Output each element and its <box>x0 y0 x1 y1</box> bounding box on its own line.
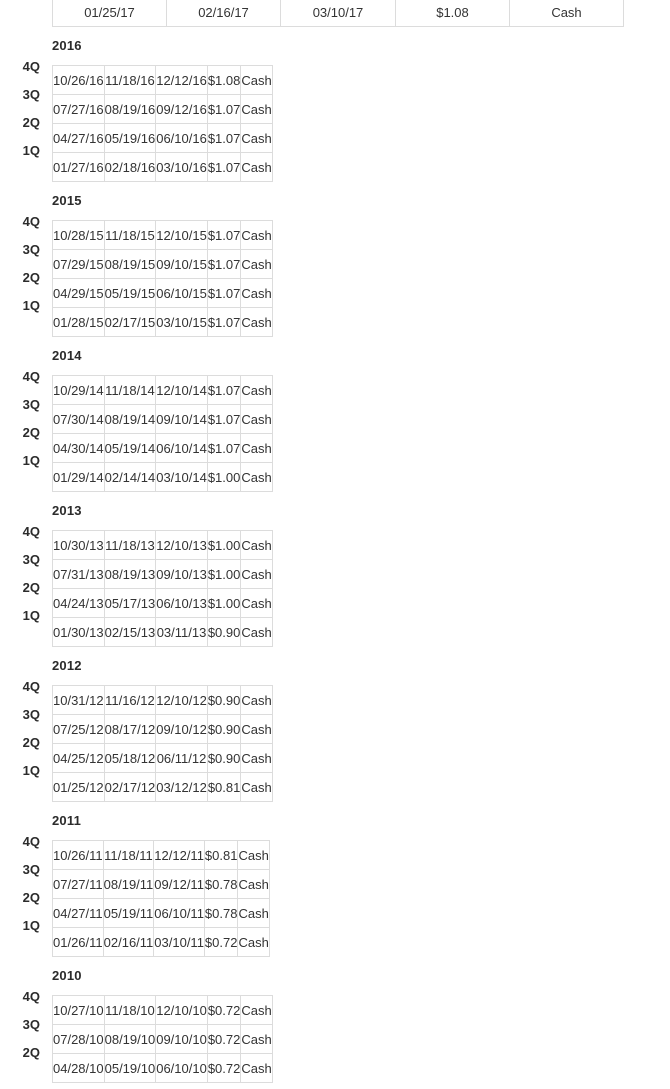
type-cell: Cash <box>241 434 272 463</box>
table-row <box>53 124 273 153</box>
amount-cell: $1.07 <box>207 308 241 337</box>
table-row <box>53 95 273 124</box>
ex-date-cell: 10/31/12 <box>53 686 105 715</box>
record-date-cell: 05/19/15 <box>104 279 156 308</box>
type-cell: Cash <box>241 531 272 560</box>
ex-date-cell: 04/27/16 <box>53 124 105 153</box>
ex-date-cell: 04/29/15 <box>53 279 105 308</box>
record-date-cell: 08/17/12 <box>104 715 156 744</box>
pay-date-cell: 09/12/16 <box>156 95 208 124</box>
amount-cell: $0.81 <box>204 841 238 870</box>
type-cell: Cash <box>238 899 269 928</box>
amount-cell: $1.08 <box>396 0 510 27</box>
year-heading: 2010 <box>52 968 82 983</box>
table-row <box>53 686 273 715</box>
pay-date-cell: 12/10/14 <box>156 376 208 405</box>
ex-date-cell: 07/27/11 <box>53 870 104 899</box>
table-row <box>53 618 273 647</box>
pay-date-cell: 12/12/11 <box>154 841 205 870</box>
amount-cell: $0.72 <box>207 996 241 1025</box>
quarter-label: 1Q <box>22 608 40 623</box>
type-cell: Cash <box>238 841 269 870</box>
pay-date-cell: 06/10/10 <box>156 1054 208 1083</box>
quarter-label: 2Q <box>22 270 40 285</box>
record-date-cell: 02/16/11 <box>103 928 154 957</box>
table-row <box>53 434 273 463</box>
record-date-cell: 02/17/15 <box>104 308 156 337</box>
quarter-label: 4Q <box>22 369 40 384</box>
quarter-label: 3Q <box>22 87 40 102</box>
ex-date-cell: 04/25/12 <box>53 744 105 773</box>
ex-date-cell: 01/28/15 <box>53 308 105 337</box>
quarter-label: 1Q <box>22 143 40 158</box>
ex-date-cell: 10/30/13 <box>53 531 105 560</box>
record-date-cell: 11/18/13 <box>104 531 156 560</box>
table-row <box>53 463 273 492</box>
amount-cell: $0.72 <box>207 1054 241 1083</box>
pay-date-cell: 06/10/13 <box>156 589 208 618</box>
type-cell: Cash <box>241 560 272 589</box>
amount-cell: $1.07 <box>207 153 241 182</box>
dividend-table <box>52 375 273 492</box>
record-date-cell: 02/15/13 <box>104 618 156 647</box>
ex-date-cell: 07/31/13 <box>53 560 105 589</box>
table-row <box>53 1054 273 1083</box>
pay-date-cell: 09/10/13 <box>156 560 208 589</box>
amount-cell: $1.07 <box>207 376 241 405</box>
quarter-label: 1Q <box>22 763 40 778</box>
type-cell: Cash <box>238 928 269 957</box>
table-row <box>53 221 273 250</box>
table-row <box>53 870 270 899</box>
amount-cell: $1.07 <box>207 221 241 250</box>
ex-date-cell: 01/27/16 <box>53 153 105 182</box>
ex-date-cell: 10/27/10 <box>53 996 105 1025</box>
quarter-label: 4Q <box>22 214 40 229</box>
pay-date-cell: 03/10/17 <box>281 0 396 27</box>
table-row <box>53 773 273 802</box>
amount-cell: $1.07 <box>207 95 241 124</box>
ex-date-cell: 04/30/14 <box>53 434 105 463</box>
ex-date-cell: 07/29/15 <box>53 250 105 279</box>
amount-cell: $1.00 <box>207 463 241 492</box>
table-row <box>53 996 273 1025</box>
ex-date-cell: 04/24/13 <box>53 589 105 618</box>
amount-cell: $0.90 <box>207 686 241 715</box>
record-date-cell: 02/14/14 <box>104 463 156 492</box>
type-cell: Cash <box>241 124 272 153</box>
record-date-cell: 05/19/11 <box>103 899 154 928</box>
quarter-label: 3Q <box>22 552 40 567</box>
dividend-table <box>52 840 270 957</box>
record-date-cell: 05/18/12 <box>104 744 156 773</box>
type-cell: Cash <box>241 996 272 1025</box>
pay-date-cell: 09/10/15 <box>156 250 208 279</box>
pay-date-cell: 12/10/12 <box>156 686 208 715</box>
amount-cell: $1.00 <box>207 589 241 618</box>
pay-date-cell: 03/11/13 <box>156 618 208 647</box>
pay-date-cell: 09/10/12 <box>156 715 208 744</box>
type-cell: Cash <box>241 1054 272 1083</box>
pay-date-cell: 03/10/14 <box>156 463 208 492</box>
table-row <box>53 899 270 928</box>
dividend-table <box>52 0 624 27</box>
record-date-cell: 11/18/11 <box>103 841 154 870</box>
year-heading: 2012 <box>52 658 82 673</box>
quarter-label: 4Q <box>22 524 40 539</box>
quarter-label: 2Q <box>22 735 40 750</box>
quarter-label: 4Q <box>22 989 40 1004</box>
pay-date-cell: 03/10/16 <box>156 153 208 182</box>
amount-cell: $1.00 <box>207 531 241 560</box>
pay-date-cell: 09/10/10 <box>156 1025 208 1054</box>
dividend-table <box>52 65 273 182</box>
ex-date-cell: 07/28/10 <box>53 1025 105 1054</box>
record-date-cell: 11/16/12 <box>104 686 156 715</box>
quarter-label: 4Q <box>22 59 40 74</box>
pay-date-cell: 12/10/13 <box>156 531 208 560</box>
ex-date-cell: 07/25/12 <box>53 715 105 744</box>
type-cell: Cash <box>241 95 272 124</box>
record-date-cell: 02/16/17 <box>167 0 281 27</box>
pay-date-cell: 06/10/14 <box>156 434 208 463</box>
pay-date-cell: 03/12/12 <box>156 773 208 802</box>
dividend-table <box>52 220 273 337</box>
dividend-table <box>52 995 273 1083</box>
type-cell: Cash <box>241 686 272 715</box>
table-row <box>53 1025 273 1054</box>
record-date-cell: 08/19/13 <box>104 560 156 589</box>
record-date-cell: 08/19/10 <box>104 1025 156 1054</box>
ex-date-cell: 07/27/16 <box>53 95 105 124</box>
ex-date-cell: 01/25/12 <box>53 773 105 802</box>
amount-cell: $0.78 <box>204 899 238 928</box>
type-cell: Cash <box>241 376 272 405</box>
record-date-cell: 08/19/11 <box>103 870 154 899</box>
amount-cell: $1.00 <box>207 560 241 589</box>
pay-date-cell: 06/10/16 <box>156 124 208 153</box>
ex-date-cell: 10/26/11 <box>53 841 104 870</box>
type-cell: Cash <box>241 715 272 744</box>
type-cell: Cash <box>241 589 272 618</box>
quarter-label: 2Q <box>22 115 40 130</box>
amount-cell: $0.90 <box>207 715 241 744</box>
type-cell: Cash <box>241 308 272 337</box>
record-date-cell: 08/19/16 <box>104 95 156 124</box>
quarter-label: 3Q <box>22 862 40 877</box>
table-row <box>53 153 273 182</box>
table-row <box>53 405 273 434</box>
table-row <box>53 0 624 27</box>
amount-cell: $0.72 <box>207 1025 241 1054</box>
dividend-table <box>52 530 273 647</box>
year-heading: 2015 <box>52 193 82 208</box>
ex-date-cell: 10/26/16 <box>53 66 105 95</box>
quarter-label: 1Q <box>22 918 40 933</box>
type-cell: Cash <box>241 250 272 279</box>
record-date-cell: 11/18/14 <box>104 376 156 405</box>
type-cell: Cash <box>241 618 272 647</box>
quarter-label: 2Q <box>22 1045 40 1060</box>
table-row <box>53 531 273 560</box>
amount-cell: $1.07 <box>207 434 241 463</box>
type-cell: Cash <box>241 405 272 434</box>
table-row <box>53 376 273 405</box>
table-row <box>53 589 273 618</box>
record-date-cell: 05/19/10 <box>104 1054 156 1083</box>
table-row <box>53 250 273 279</box>
amount-cell: $0.81 <box>207 773 241 802</box>
ex-date-cell: 01/25/17 <box>53 0 167 27</box>
ex-date-cell: 01/30/13 <box>53 618 105 647</box>
type-cell: Cash <box>241 463 272 492</box>
record-date-cell: 11/18/10 <box>104 996 156 1025</box>
pay-date-cell: 06/10/11 <box>154 899 205 928</box>
type-cell: Cash <box>241 66 272 95</box>
year-heading: 2011 <box>52 813 82 828</box>
quarter-label: 3Q <box>22 242 40 257</box>
type-cell: Cash <box>241 221 272 250</box>
record-date-cell: 08/19/15 <box>104 250 156 279</box>
quarter-label: 1Q <box>22 453 40 468</box>
ex-date-cell: 01/26/11 <box>53 928 104 957</box>
quarter-label: 3Q <box>22 397 40 412</box>
quarter-label: 2Q <box>22 425 40 440</box>
quarter-label: 2Q <box>22 890 40 905</box>
amount-cell: $0.90 <box>207 744 241 773</box>
ex-date-cell: 07/30/14 <box>53 405 105 434</box>
record-date-cell: 05/19/16 <box>104 124 156 153</box>
pay-date-cell: 12/12/16 <box>156 66 208 95</box>
ex-date-cell: 04/28/10 <box>53 1054 105 1083</box>
amount-cell: $0.72 <box>204 928 238 957</box>
quarter-label: 3Q <box>22 1017 40 1032</box>
amount-cell: $0.78 <box>204 870 238 899</box>
record-date-cell: 02/18/16 <box>104 153 156 182</box>
record-date-cell: 05/19/14 <box>104 434 156 463</box>
amount-cell: $1.07 <box>207 250 241 279</box>
type-cell: Cash <box>241 744 272 773</box>
amount-cell: $1.07 <box>207 405 241 434</box>
quarter-label: 3Q <box>22 707 40 722</box>
type-cell: Cash <box>510 0 624 27</box>
amount-cell: $1.07 <box>207 279 241 308</box>
record-date-cell: 08/19/14 <box>104 405 156 434</box>
pay-date-cell: 03/10/11 <box>154 928 205 957</box>
table-row <box>53 928 270 957</box>
year-heading: 2013 <box>52 503 82 518</box>
record-date-cell: 11/18/15 <box>104 221 156 250</box>
ex-date-cell: 10/29/14 <box>53 376 105 405</box>
type-cell: Cash <box>241 279 272 308</box>
type-cell: Cash <box>238 870 269 899</box>
year-heading: 2016 <box>52 38 82 53</box>
quarter-label: 1Q <box>22 298 40 313</box>
record-date-cell: 11/18/16 <box>104 66 156 95</box>
table-row <box>53 308 273 337</box>
ex-date-cell: 01/29/14 <box>53 463 105 492</box>
ex-date-cell: 10/28/15 <box>53 221 105 250</box>
table-row <box>53 744 273 773</box>
year-heading: 2014 <box>52 348 82 363</box>
quarter-label: 2Q <box>22 580 40 595</box>
type-cell: Cash <box>241 153 272 182</box>
amount-cell: $1.08 <box>207 66 241 95</box>
dividend-table <box>52 685 273 802</box>
table-row <box>53 715 273 744</box>
table-row <box>53 841 270 870</box>
pay-date-cell: 06/10/15 <box>156 279 208 308</box>
type-cell: Cash <box>241 1025 272 1054</box>
pay-date-cell: 09/12/11 <box>154 870 205 899</box>
record-date-cell: 05/17/13 <box>104 589 156 618</box>
pay-date-cell: 12/10/15 <box>156 221 208 250</box>
quarter-label: 4Q <box>22 679 40 694</box>
pay-date-cell: 03/10/15 <box>156 308 208 337</box>
ex-date-cell: 04/27/11 <box>53 899 104 928</box>
table-row <box>53 279 273 308</box>
table-row <box>53 560 273 589</box>
pay-date-cell: 12/10/10 <box>156 996 208 1025</box>
amount-cell: $1.07 <box>207 124 241 153</box>
pay-date-cell: 09/10/14 <box>156 405 208 434</box>
type-cell: Cash <box>241 773 272 802</box>
table-row <box>53 66 273 95</box>
quarter-label: 4Q <box>22 834 40 849</box>
amount-cell: $0.90 <box>207 618 241 647</box>
pay-date-cell: 06/11/12 <box>156 744 208 773</box>
record-date-cell: 02/17/12 <box>104 773 156 802</box>
